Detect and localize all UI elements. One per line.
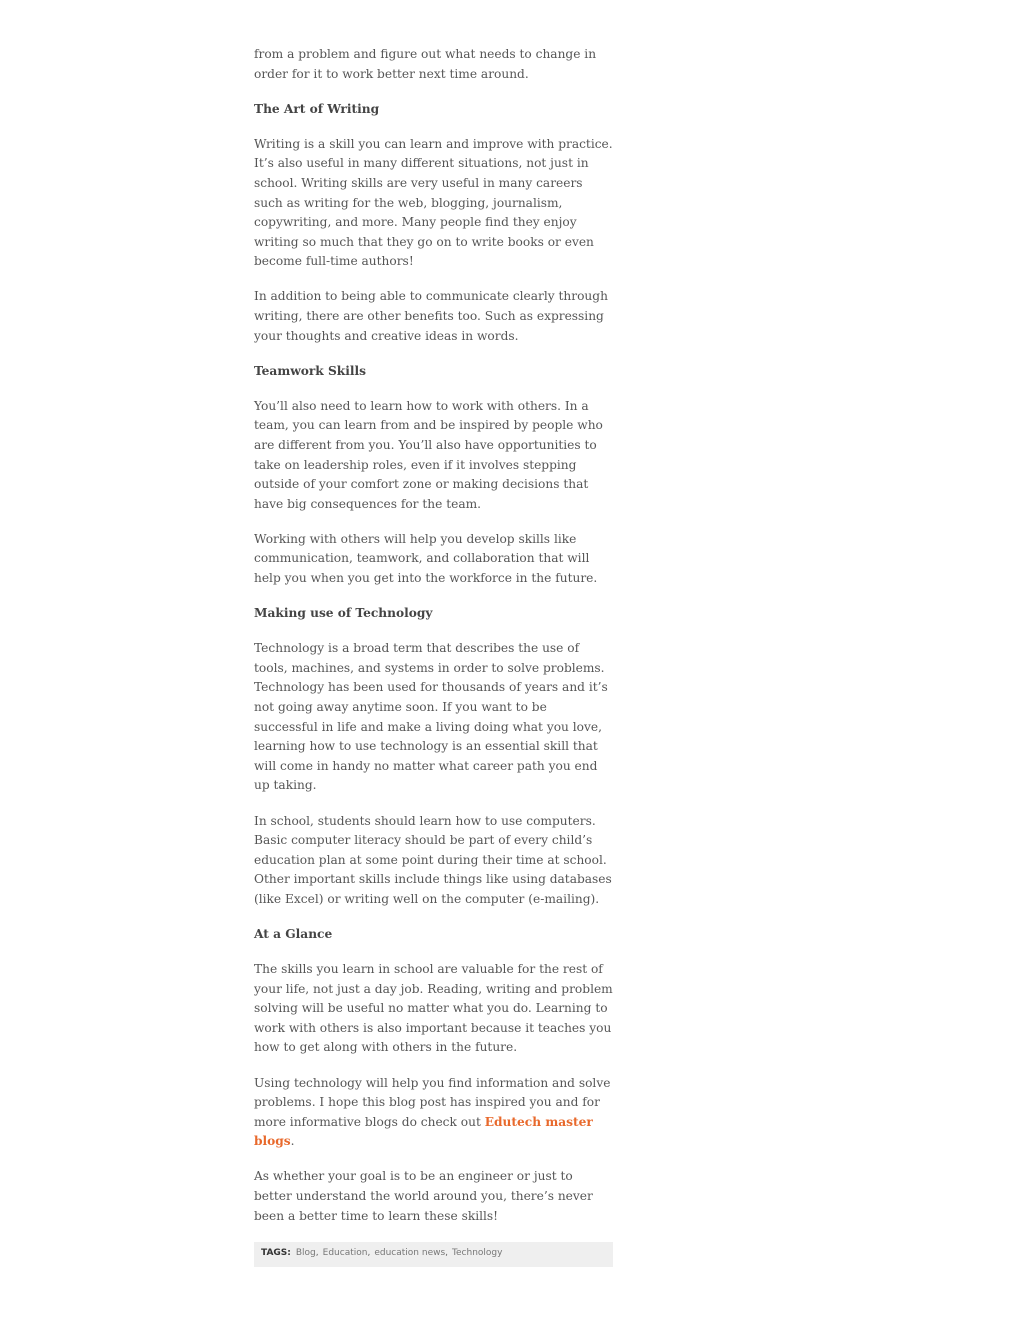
- section-heading-technology: Making use of Technology: [254, 606, 433, 621]
- section-heading-glance: At a Glance: [254, 926, 333, 941]
- teamwork-paragraph-2: Working with others will help you develop skills like communication, teamwork, and collaboration that will help you when you get into the workforce in the future.: [254, 531, 598, 586]
- tag-separator: ,: [315, 1248, 319, 1259]
- writing-paragraph-1: Writing is a skill you can learn and improve with practice. It’s also useful in many different situations, not just in school. Writing skills are very useful in many careers such as writing for the web, blogging, journalism, copywriting, and more. Many people find they enjoy writing so much that they go on to write books or even become full-time authors!: [254, 136, 613, 269]
- tag-separator: ,: [445, 1248, 449, 1259]
- tag-link-blog[interactable]: Blog: [295, 1248, 316, 1259]
- glance-paragraph-1: The skills you learn in school are valuable for the rest of your life, not just a day job. Reading, writing and problem solving will be useful no matter what you do. Learning to work with others is also important because it teaches you how to get along with others in the future.: [254, 962, 613, 1055]
- section-heading-writing: The Art of Writing: [254, 101, 380, 116]
- technology-paragraph-2: In school, students should learn how to use computers. Basic computer literacy should be part of every child’s education plan at some point during their time at school. Other important skills include things like using databases (like Excel) or writing well on the computer (e-mailing).: [254, 813, 612, 906]
- tag-separator: ,: [367, 1248, 371, 1259]
- tag-link-technology[interactable]: Technology: [452, 1248, 503, 1259]
- edutech-blogs-link[interactable]: Edutech master blogs: [254, 1114, 593, 1149]
- intro-paragraph-tail: from a problem and figure out what needs to change in order for it to work better next time around.: [254, 47, 597, 81]
- final-paragraph: As whether your goal is to be an engineer or just to better understand the world around you, there’s never been a better time to learn these skills!: [254, 1169, 593, 1223]
- tags-label: TAGS:: [261, 1248, 291, 1259]
- writing-paragraph-2: In addition to being able to communicate clearly through writing, there are other benefits too. Such as expressing your thoughts and creative ideas in words.: [254, 289, 608, 343]
- closing-period: .: [290, 1134, 295, 1149]
- section-heading-teamwork: Teamwork Skills: [254, 363, 366, 378]
- article-body: [254, 45, 614, 1267]
- tag-link-education-news[interactable]: education news: [374, 1248, 446, 1259]
- tags-bar: [254, 1242, 613, 1267]
- tag-link-education[interactable]: Education: [322, 1248, 368, 1259]
- closing-text: Using technology will help you find information and solve problems. I hope this blog post has inspired you and for more informative blogs do check out: [254, 1075, 611, 1129]
- closing-paragraph: [254, 1074, 614, 1152]
- technology-paragraph-1: Technology is a broad term that describes the use of tools, machines, and systems in order to solve problems. Technology has been used for thousands of years and it’s not going away anytime soon. If you want to be successful in life and make a living doing what you love, learning how to use technology is an essential skill that will come in handy no matter what career path you end up taking.: [254, 641, 608, 793]
- teamwork-paragraph-1: You’ll also need to learn how to work with others. In a team, you can learn from and be inspired by people who are different from you. You’ll also have opportunities to take on leadership roles, even if it involves stepping outside of your comfort zone or making decisions that have big consequences for the team.: [254, 398, 603, 511]
